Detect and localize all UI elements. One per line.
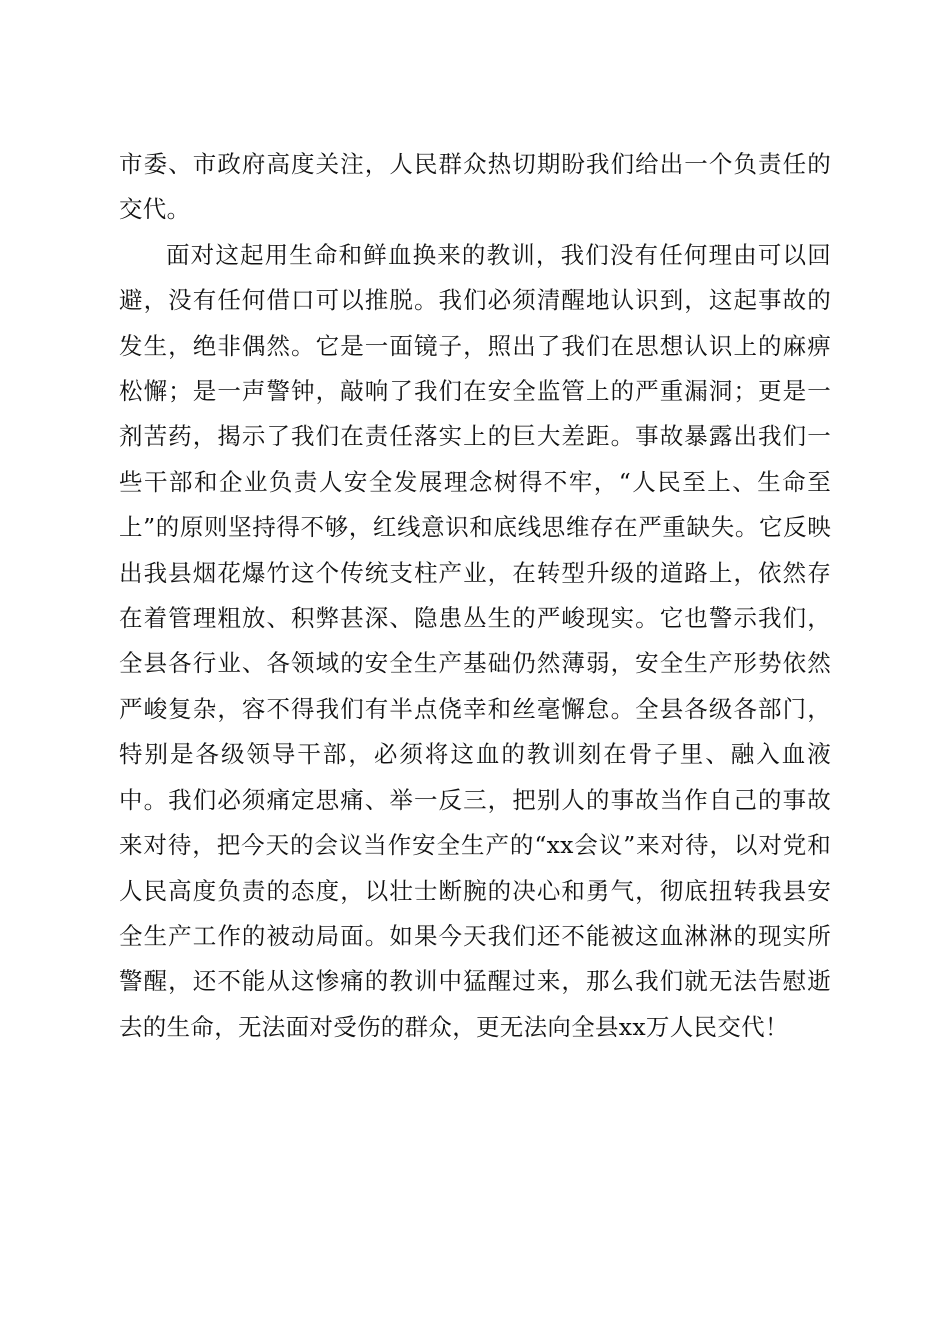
paragraph-continuation: 市委、市政府高度关注，人民群众热切期盼我们给出一个负责任的交代。 xyxy=(119,150,831,224)
paragraph-lesson: 面对这起用生命和鲜血换来的教训，我们没有任何理由可以回避，没有任何借口可以推脱。我们必须清醒地认识到，这起事故的发生，绝非偶然。它是一面镜子，照出了我们在思想认识上的麻痹松懈；是一声警钟，敲响了我们在安全监管上的严重漏洞；更是一剂苦药，揭示了我们在责任落实上的巨大差距。事故暴露出我们一些干部和企业负责人安全发展理念树得不牢，“人民至上、生命至上”的原则坚持得不够，红线意识和底线思维存在严重缺失。它反映出我县烟花爆竹这个传统支柱产业，在转型升级的道路上，依然存在着管理粗放、积弊甚深、隐患丛生的严峻现实。它也警示我们，全县各行业、各领域的安全生产基础仍然薄弱，安全生产形势依然严峻复杂，容不得我们有半点侥幸和丝毫懈怠。全县各级各部门，特别是各级领导干部，必须将这血的教训刻在骨子里、融入血液中。我们必须痛定思痛、举一反三，把别人的事故当作自己的事故来对待，把今天的会议当作安全生产的“xx会议”来对待，以对党和人民高度负责的态度，以壮士断腕的决心和勇气，彻底扭转我县安全生产工作的被动局面。如果今天我们还不能被这血淋淋的现实所警醒，还不能从这惨痛的教训中猛醒过来，那么我们就无法告慰逝去的生命，无法面对受伤的群众，更无法向全县xx万人民交代！ xyxy=(119,240,831,1041)
body-text xyxy=(119,142,831,1050)
